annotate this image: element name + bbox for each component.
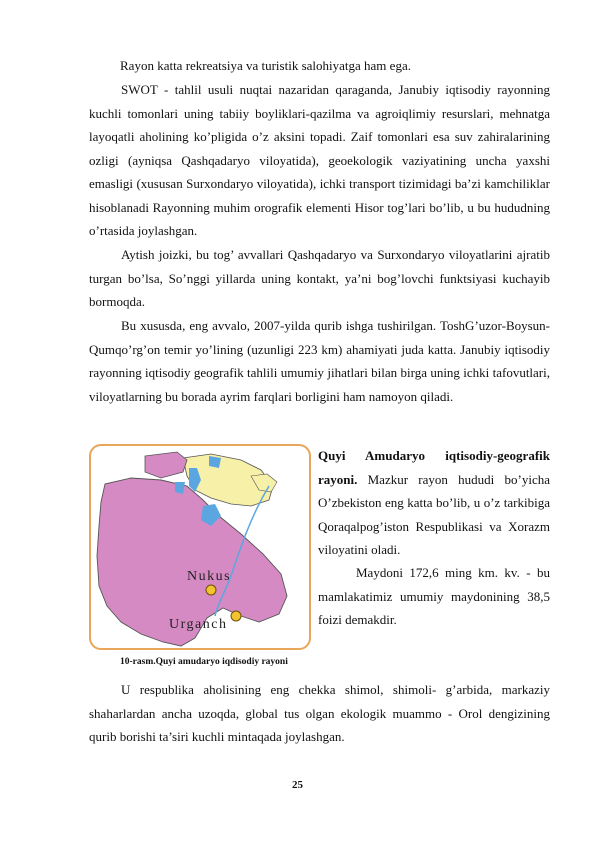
region-map [91, 446, 309, 648]
paragraph-swot: SWOT - tahlil usuli nuqtai nazaridan qaraganda, Janubiy iqtisodiy rayonning kuchli tomonlari uning tabiiy boyliklari-qazilma va agroiqlimiy resurslari, mehnatga layoqatli aholining ko’pligida o’z aksini topadi. Zaif tomonlari esa suv zahiralarining ozligi (ayniqsa Qashqadaryo viloyatida), geoekologik vaziyatining uncha yaxshi emasligi (xususan Surxondaryo viloyatida), ichki transport tizimidagi ba’zi kamchiliklar hisoblanadi Rayonning muhim orografik elementi Hisor tog’lari bo’lib, u bu hududning o’rtasida joylashgan. [89, 82, 550, 238]
paragraph-aral: U respublika aholisining eng chekka shimol, shimoli- g’arbida, markaziy shaharlardan ancha uzoqda, global tus olgan ekologik muammo - Orol dengizining qurib borishi ta’siri kuchli mintaqada joylashgan. [89, 682, 550, 744]
nukus-city-marker [206, 585, 216, 595]
region-north-fragment [145, 452, 187, 478]
region-map-figure [89, 444, 311, 650]
paragraph-railway: Bu xususda, eng avvalo, 2007-yilda qurib ishga tushirilgan. ToshG’uzor-Boysun-Qumqo’rg’on temir yo’lining (uzunligi 223 km) ahamiyati juda katta. Janubiy iqtisodiy rayonning iqtisodiy geografik tahlili umumiy jihatlari bilan birga uning ichki tafovutlari, viloyatlarning bu borada ayrim farqlari borligini ham namoyon qiladi. [89, 318, 550, 404]
nukus-label: Nukus [187, 569, 232, 584]
urganch-city-marker [231, 611, 241, 621]
region-description: Mazkur rayon hududi bo’yicha O’zbekiston eng katta bo’lib, u o’z tarkibiga Qoraqalpog’iston Respublikasi va Xorazm viloyatini oladi. [318, 471, 550, 557]
paragraph-hisor: Aytish joizki, bu tog’ avvallari Qashqadaryo va Surxondaryo viloyatlarini ajratib turgan bo’lsa, So’nggi yillarda uning kontakt, ya’ni bog’lovchi funktsiyasi kuchayib bormoqda. [89, 247, 550, 309]
paragraph-intro: Rayon katta rekreatsiya va turistik salohiyatga ham ega. [120, 58, 411, 73]
side-paragraph-area: Maydoni 172,6 ming km. kv. - bu mamlakatimiz umumiy maydonining 38,5 foizi demakdir. [318, 565, 550, 627]
region-title: Quyi Amudaryo iqtisodiy-geografik rayoni. [318, 448, 550, 487]
figure-caption: 10-rasm.Quyi amudaryo iqdisodiy rayoni [120, 657, 288, 667]
urganch-label: Urganch [169, 617, 228, 632]
water-body-3 [209, 456, 221, 468]
page-number: 25 [292, 779, 303, 791]
side-paragraph-region [318, 444, 550, 562]
